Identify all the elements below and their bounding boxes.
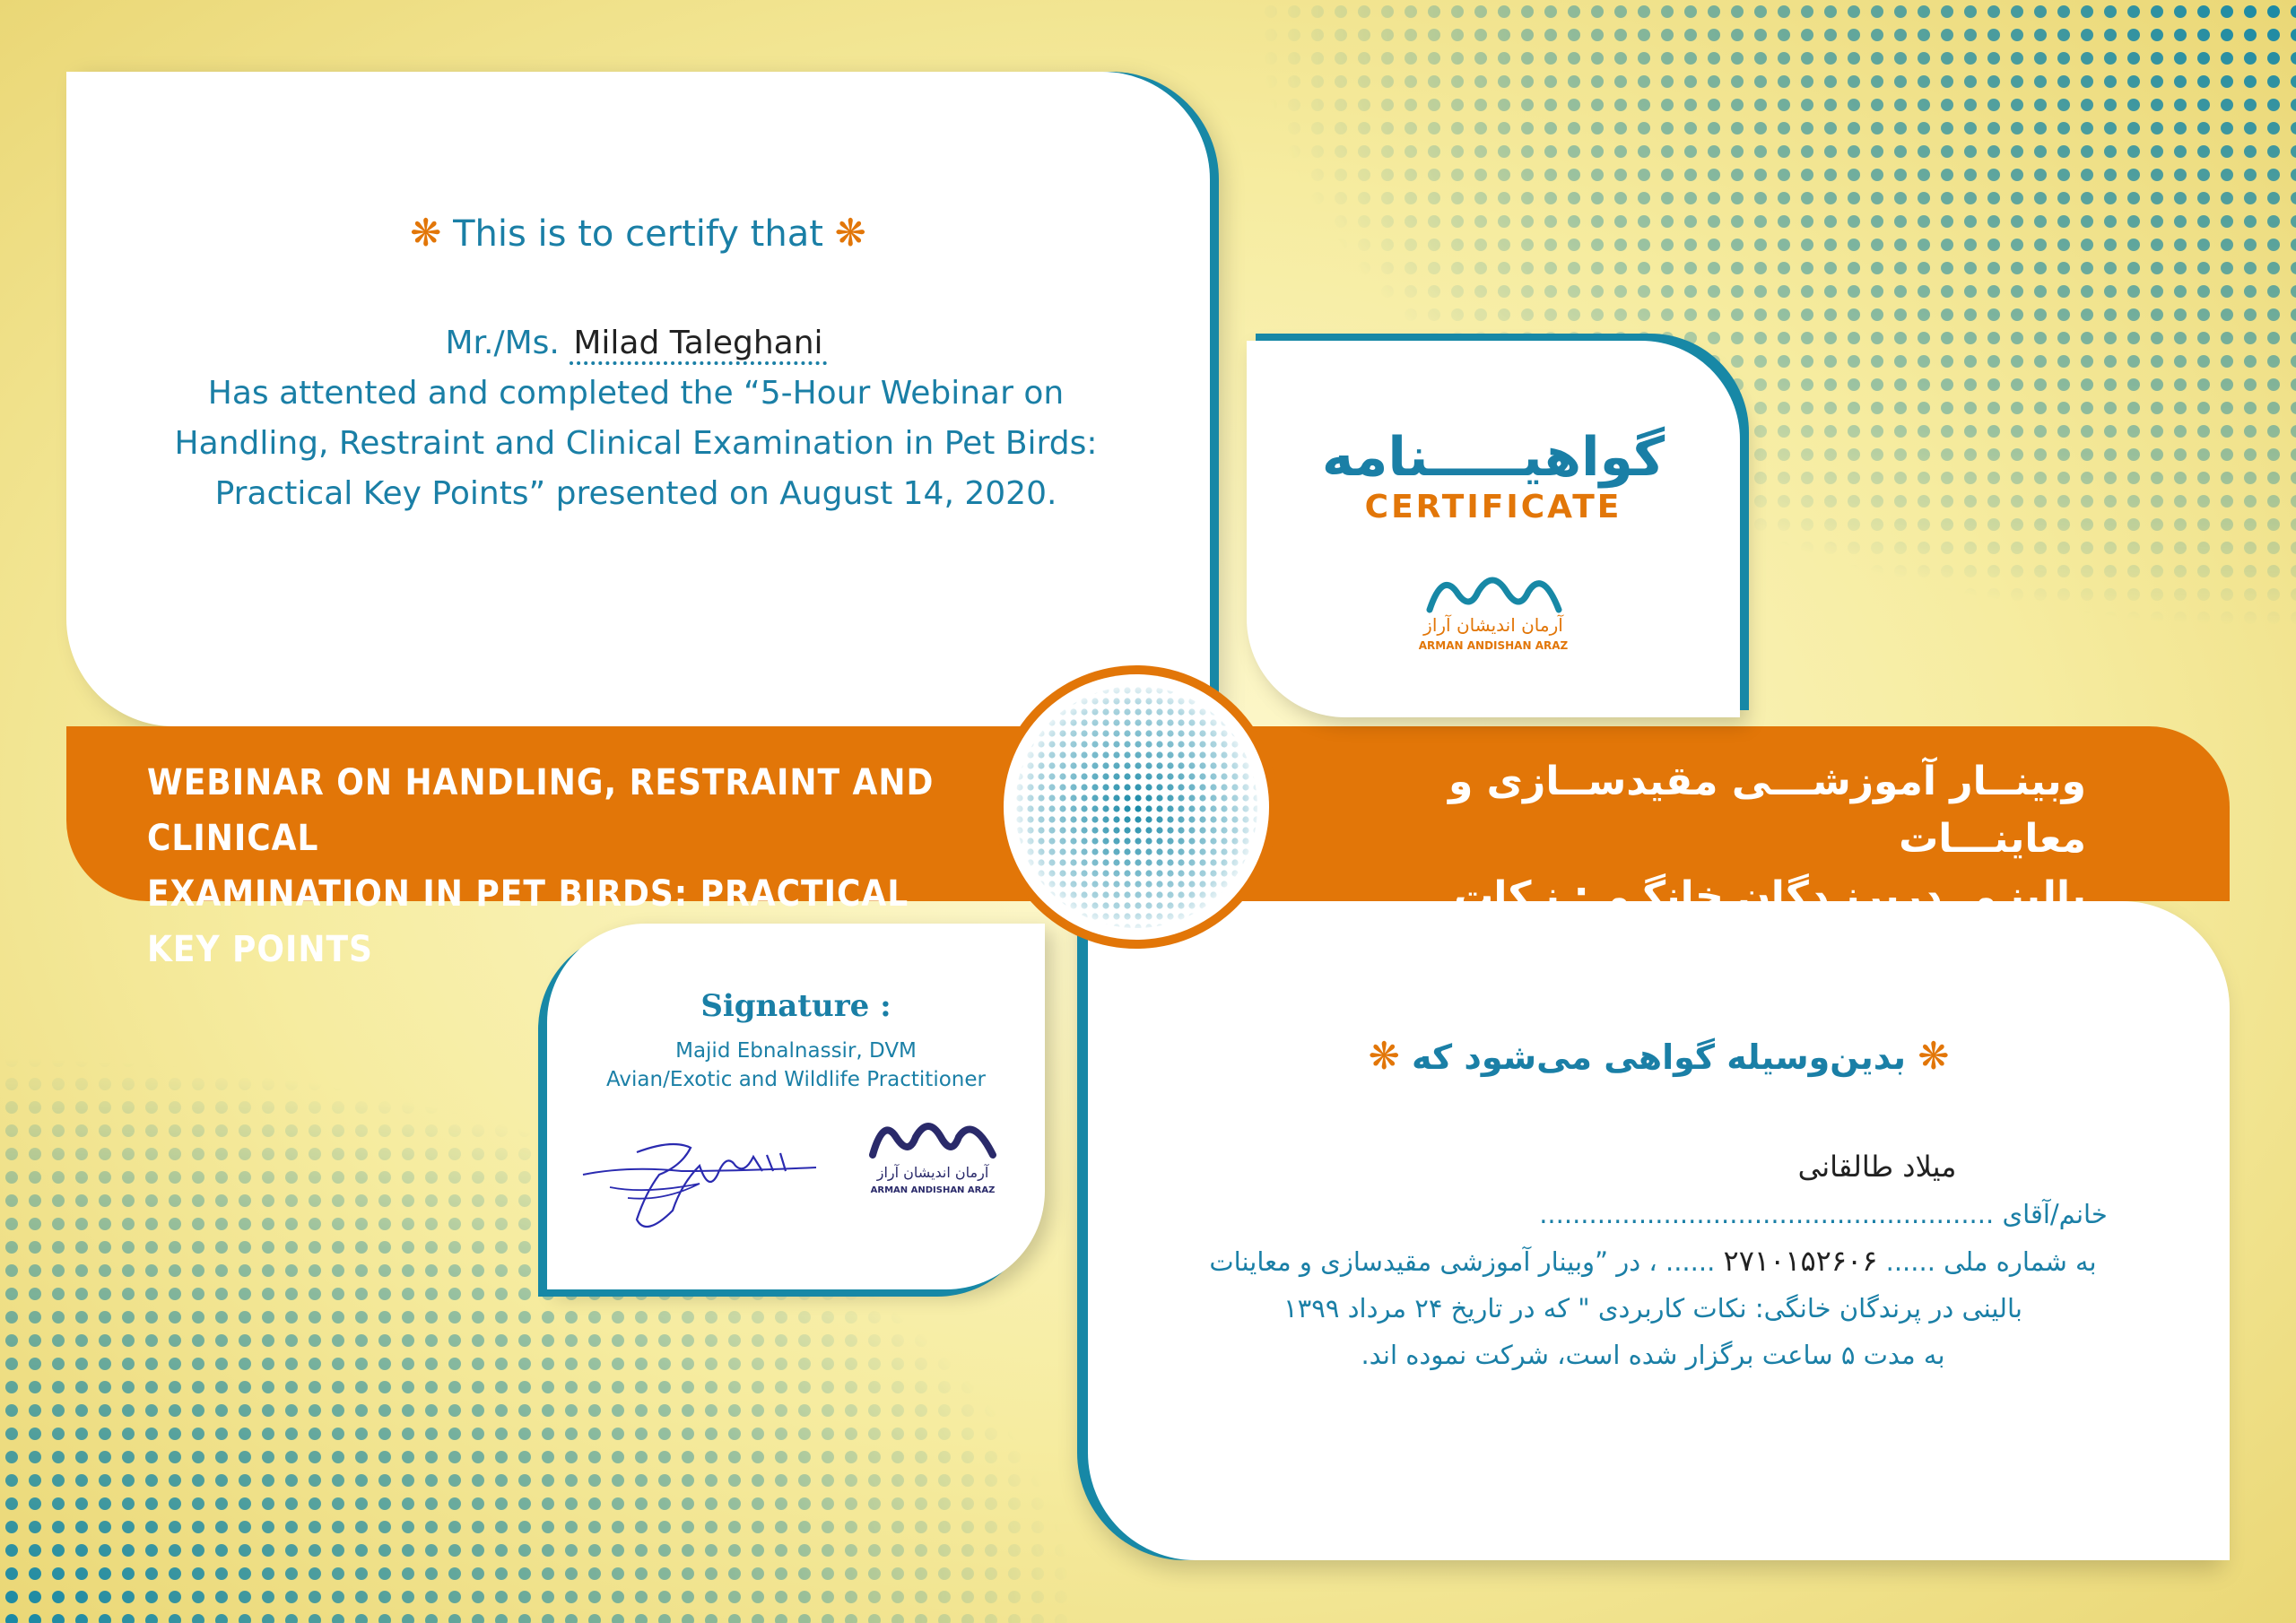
persian-heading: ❋ بدین‌وسیله گواهی می‌شود که ❋	[1368, 1034, 1950, 1078]
body-line: Handling, Restraint and Clinical Examination in Pet Birds:	[174, 425, 1098, 462]
body-line: Has attented and completed the “5-Hour Webinar on	[207, 375, 1065, 412]
recipient-name: میلاد طالقانی	[1797, 1150, 1957, 1184]
certificate-title-english: CERTIFICATE	[1364, 489, 1622, 525]
flower-icon: ❋	[1918, 1034, 1950, 1078]
logo-text-english: ARMAN ANDISHAN ARAZ	[1418, 639, 1569, 652]
logo-text-english: ARMAN ANDISHAN ARAZ	[870, 1185, 996, 1195]
center-dot-emblem	[993, 664, 1280, 950]
wave-logo-icon	[865, 1112, 1000, 1162]
signature-panel	[547, 924, 1045, 1289]
signature-title: Signature :	[700, 988, 891, 1024]
body-line: بالینی در پرندگان خانگی: نکات کاربردی " که در تاریخ ۲۴ مرداد ۱۳۹۹	[1283, 1293, 2022, 1324]
english-body	[120, 318, 1152, 519]
english-certificate-panel	[66, 72, 1210, 726]
certificate-title-persian: گواهیـــــنامه	[1321, 426, 1665, 489]
body-line: ، در ”وبینار آموزشی مقیدسازی و معاینات	[1209, 1246, 1657, 1277]
id-label: به شماره ملی	[1944, 1246, 2097, 1277]
webinar-title-persian: وبینــار آموزشـــی مقیدســازی و معاینـــات بالینـی درپرنـدگان خانگـی: نـکات کاربـردی	[1448, 759, 2086, 976]
logo-text-persian: آرمان اندیشان آراز	[1423, 614, 1563, 636]
flower-icon: ❋	[834, 211, 866, 255]
national-id: ۲۷۱۰۱۵۲۶۰۶	[1723, 1244, 1878, 1278]
title-band-persian	[1121, 726, 2230, 976]
handwritten-signature	[574, 1112, 834, 1246]
body-line: Practical Key Points” presented on August 14, 2020.	[214, 475, 1057, 512]
persian-body: میلاد طالقانی خانم/آقای ....................................................... به شماره ملی ...... ۲۷۱۰۱۵۲۶۰۶ ...... ، در ”وبینار آموزشی مقیدسازی و معاینات بالینی در پرندگان خانگی: نکات کاربردی " که در تاریخ ۲۴ مرداد ۱۳۹۹ به مدت ۵ ساعت برگزار شده است، شرکت نموده اند.	[1124, 1143, 2182, 1378]
logo-text-persian: آرمان اندیشان آراز	[876, 1164, 989, 1181]
signer-role: Avian/Exotic and Wildlife Practitioner	[606, 1068, 986, 1091]
title-band-english	[66, 726, 1071, 970]
signer-details	[547, 1037, 1045, 1094]
recipient-name: Milad Taleghani	[570, 325, 826, 365]
wave-logo-icon	[1422, 565, 1566, 619]
salutation: Mr./Ms.	[445, 325, 560, 361]
flower-icon: ❋	[410, 211, 442, 255]
flower-icon: ❋	[1368, 1034, 1400, 1078]
webinar-title-english: WEBINAR ON HANDLING, RESTRAINT AND CLINICAL EXAMINATION IN PET BIRDS: PRACTICAL KEY POINTS	[147, 762, 935, 970]
salutation: خانم/آقای	[2002, 1199, 2108, 1229]
persian-certificate-panel	[1088, 901, 2230, 1560]
certificate-badge-panel	[1247, 341, 1740, 717]
body-line: به مدت ۵ ساعت برگزار شده است، شرکت نموده اند.	[1361, 1340, 1945, 1370]
english-heading: ❋ This is to certify that ❋	[410, 211, 866, 255]
signer-name: Majid Ebnalnassir, DVM	[675, 1039, 917, 1063]
